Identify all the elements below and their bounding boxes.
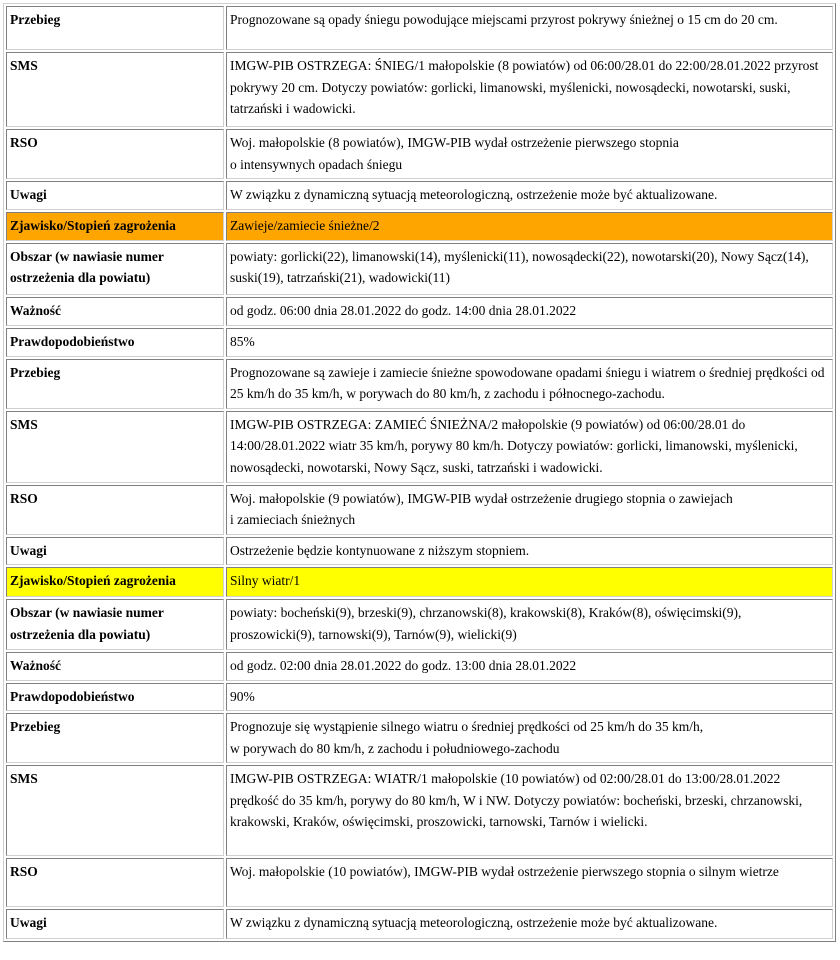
row-value: IMGW-PIB OSTRZEGA: ZAMIEĆ ŚNIEŻNA/2 małopolskie (9 powiatów) od 06:00/28.01 do 14:00/28.01.2022 wiatr 35 km/h, porywy 80 km/h. Dotyczy powiatów: gorlicki, limanowski, myślenicki, nowosądecki, nowotarski, Nowy Sącz, suski, tatrzański i wadowicki. xyxy=(226,411,833,483)
row-label: RSO xyxy=(6,129,224,179)
warning-table xyxy=(3,3,836,942)
row-value: IMGW-PIB OSTRZEGA: ŚNIEG/1 małopolskie (8 powiatów) od 06:00/28.01 do 22:00/28.01.2022 przyrost pokrywy 20 cm. Dotyczy powiatów: gorlicki, limanowski, myślenicki, nowosądecki, nowotarski, suski, tatrzański i wadowicki. xyxy=(226,52,833,127)
row-value: 85% xyxy=(226,328,833,357)
row-label: Przebieg xyxy=(6,713,224,763)
row-value: W związku z dynamiczną sytuacją meteorologiczną, ostrzeżenie może być aktualizowane. xyxy=(226,181,833,210)
row-value: od godz. 06:00 dnia 28.01.2022 do godz. 14:00 dnia 28.01.2022 xyxy=(226,297,833,326)
row-przebieg xyxy=(6,713,833,763)
row-prawdopodobienstwo xyxy=(6,328,833,357)
row-label: Uwagi xyxy=(6,909,224,939)
row-label: RSO xyxy=(6,858,224,907)
row-value xyxy=(226,129,833,179)
value-line: Woj. małopolskie (8 powiatów), IMGW-PIB wydał ostrzeżenie pierwszego stopnia xyxy=(230,135,679,150)
row-value: Woj. małopolskie (10 powiatów), IMGW-PIB wydał ostrzeżenie pierwszego stopnia o silnym wietrze xyxy=(226,858,833,907)
row-value: W związku z dynamiczną sytuacją meteorologiczną, ostrzeżenie może być aktualizowane. xyxy=(226,909,833,939)
row-uwagi xyxy=(6,909,833,939)
row-label: Przebieg xyxy=(6,6,224,50)
row-value xyxy=(226,713,833,763)
row-rso xyxy=(6,858,833,907)
row-value: Prognozowane są opady śniegu powodujące miejscami przyrost pokrywy śnieżnej o 15 cm do 20 cm. xyxy=(226,6,833,50)
row-label: Ważność xyxy=(6,297,224,326)
row-przebieg xyxy=(6,6,833,50)
row-label: Uwagi xyxy=(6,181,224,210)
row-obszar xyxy=(6,243,833,295)
value-line: Prognozuje się wystąpienie silnego wiatru o średniej prędkości od 25 km/h do 35 km/h, xyxy=(230,719,704,734)
value-line: Woj. małopolskie (9 powiatów), IMGW-PIB wydał ostrzeżenie drugiego stopnia o zawiejach xyxy=(230,490,733,506)
row-zjawisko xyxy=(6,567,833,597)
row-label: Obszar (w nawiasie numer ostrzeżenia dla powiatu) xyxy=(6,243,224,295)
row-value: Prognozowane są zawieje i zamiecie śnieżne spowodowane opadami śniegu i wiatrem o średniej prędkości od 25 km/h do 35 km/h, w porywach do 80 km/h, z zachodu i północnego-zachodu. xyxy=(226,359,833,409)
row-label: Zjawisko/Stopień zagrożenia xyxy=(6,567,224,597)
row-przebieg xyxy=(6,359,833,409)
value-line: o intensywnych opadach śniegu xyxy=(230,156,403,172)
row-label: Zjawisko/Stopień zagrożenia xyxy=(6,212,224,241)
row-label: RSO xyxy=(6,485,224,535)
row-zjawisko xyxy=(6,212,833,241)
row-label: SMS xyxy=(6,411,224,483)
row-value: powiaty: gorlicki(22), limanowski(14), myślenicki(11), nowosądecki(22), nowotarski(20), Nowy Sącz(14), suski(19), tatrzański(21), wadowicki(11) xyxy=(226,243,833,295)
row-value: 90% xyxy=(226,683,833,712)
row-rso xyxy=(6,485,833,535)
row-waznosc xyxy=(6,652,833,681)
value-line: i zamieciach śnieżnych xyxy=(230,512,356,527)
row-prawdopodobienstwo xyxy=(6,683,833,712)
row-uwagi xyxy=(6,181,833,210)
row-uwagi xyxy=(6,537,833,566)
hazard-level-value: Zawieje/zamiecie śnieżne/2 xyxy=(226,212,833,241)
row-label: Obszar (w nawiasie numer ostrzeżenia dla powiatu) xyxy=(6,599,224,650)
row-sms xyxy=(6,411,833,483)
value-line: w porywach do 80 km/h, z zachodu i południowego-zachodu xyxy=(230,740,560,756)
row-value xyxy=(226,485,833,535)
row-label: Ważność xyxy=(6,652,224,681)
row-value: powiaty: bocheński(9), brzeski(9), chrzanowski(8), krakowski(8), Kraków(8), oświęcimski(9), proszowicki(9), tarnowski(9), Tarnów(9), wielicki(9) xyxy=(226,599,833,650)
row-value: Ostrzeżenie będzie kontynuowane z niższym stopniem. xyxy=(226,537,833,566)
row-sms xyxy=(6,52,833,127)
row-obszar xyxy=(6,599,833,650)
hazard-level-value: Silny wiatr/1 xyxy=(226,567,833,597)
row-waznosc xyxy=(6,297,833,326)
row-label: Uwagi xyxy=(6,537,224,566)
row-value: od godz. 02:00 dnia 28.01.2022 do godz. 13:00 dnia 28.01.2022 xyxy=(226,652,833,681)
row-label: Prawdopodobieństwo xyxy=(6,683,224,712)
row-value: IMGW-PIB OSTRZEGA: WIATR/1 małopolskie (10 powiatów) od 02:00/28.01 do 13:00/28.01.2022 prędkość do 35 km/h, porywy do 80 km/h, W i NW. Dotyczy powiatów: bocheński, brzeski, chrzanowski, krakowski, Kraków, oświęcimski, proszowicki, tarnowski, Tarnów i wielicki. xyxy=(226,765,833,856)
row-label: SMS xyxy=(6,765,224,856)
row-sms xyxy=(6,765,833,856)
row-label: SMS xyxy=(6,52,224,127)
row-rso xyxy=(6,129,833,179)
row-label: Przebieg xyxy=(6,359,224,409)
row-label: Prawdopodobieństwo xyxy=(6,328,224,357)
